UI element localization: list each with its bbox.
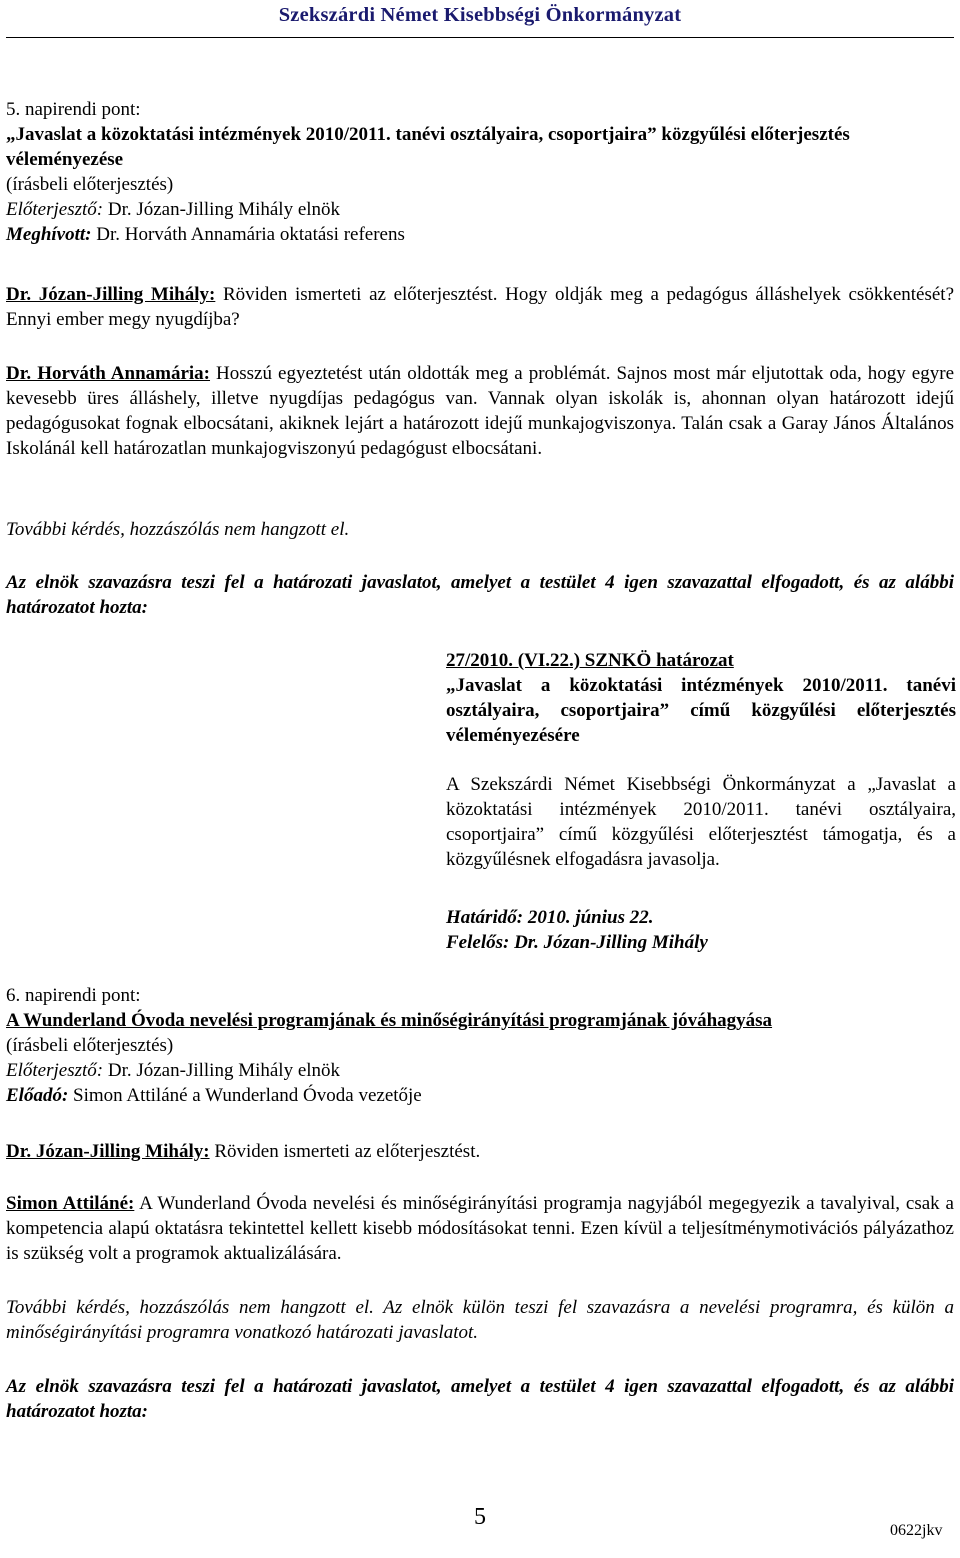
agenda-item-title: „Javaslat a közoktatási intézmények 2010/2011. tanévi osztályaira, csoportjaira” közgyűlési előterjesztés véleményezése <box>6 124 850 170</box>
decision-number: 27/2010. (VI.22.) SZNKÖ határozat <box>446 650 734 671</box>
responsible-line <box>446 930 956 955</box>
presenter-line <box>6 197 954 222</box>
deadline-label: Határidő: <box>446 907 524 928</box>
speaker-name: Dr. Horváth Annamária: <box>6 363 211 384</box>
written-note: (írásbeli előterjesztés) <box>6 174 174 195</box>
speech-text: Röviden ismerteti az előterjesztést. Hogy oldják meg a pedagógus álláshelyek csökkentését? Ennyi ember megy nyugdíjba? <box>6 284 955 330</box>
written-note: (írásbeli előterjesztés) <box>6 1035 174 1056</box>
agenda-item-label: 5. napirendi pont: <box>6 99 141 120</box>
decision-meta <box>446 905 956 955</box>
speech-paragraph <box>6 361 954 461</box>
decision-title: „Javaslat a közoktatási intézmények 2010/2011. tanévi osztályaira, csoportjaira” című közgyűlési előterjesztés véleményezésére <box>446 675 956 746</box>
speech-text: Röviden ismerteti az előterjesztést. <box>209 1141 481 1162</box>
presenter-name: Dr. Józan-Jilling Mihály elnök <box>103 1060 341 1081</box>
invited-label: Meghívott: <box>6 224 92 245</box>
speaker-name: Dr. Józan-Jilling Mihály: <box>6 284 216 305</box>
speaker-line <box>6 1083 954 1108</box>
invited-line <box>6 222 954 247</box>
agenda-item-6 <box>6 983 954 1108</box>
no-more-comments: További kérdés, hozzászólás nem hangzott el. Az elnök külön teszi fel szavazásra a nevelési programra, és külön a minőségirányítási programra vonatkozó határozati javaslatot. <box>6 1297 954 1343</box>
speech-paragraph <box>6 282 954 332</box>
agenda-item-title: A Wunderland Óvoda nevelési programjának és minőségirányítási programjának jóváhagyása <box>6 1010 773 1031</box>
vote-statement: Az elnök szavazásra teszi fel a határozati javaslatot, amelyet a testület 4 igen szavazattal elfogadott, és az alábbi határozatot hozta: <box>6 572 954 618</box>
speaker-label: Előadó: <box>6 1085 69 1106</box>
presenter-label: Előterjesztő: <box>6 1060 104 1081</box>
decision-body: A Szekszárdi Német Kisebbségi Önkormányzat a „Javaslat a közoktatási intézmények 2010/2011. tanévi osztályaira, csoportjaira” című közgyűlési előterjesztést támogatja, és a közgyűlésnek elfogadásra javasolja. <box>446 774 956 870</box>
decision-block <box>446 648 956 748</box>
page-header-title: Szekszárdi Német Kisebbségi Önkormányzat <box>278 4 682 26</box>
agenda-item-label: 6. napirendi pont: <box>6 985 141 1006</box>
speech-paragraph <box>6 1139 954 1164</box>
document-code: 0622jkv <box>890 1522 943 1539</box>
presenter-line <box>6 1058 954 1083</box>
responsible-label: Felelős: <box>446 932 510 953</box>
speech-text: A Wunderland Óvoda nevelési és minőségirányítási programja nagyjából megegyezik a tavalyival, csak a kompetencia alapú oktatásra tekintettel kellett kisebb módosításokat tenni. Ezen kívül a teljesítménymotivációs pályázathoz is szükség volt a programok aktualizálására. <box>6 1193 954 1264</box>
speaker-name: Dr. Józan-Jilling Mihály: <box>6 1141 210 1162</box>
vote-statement: Az elnök szavazásra teszi fel a határozati javaslatot, amelyet a testület 4 igen szavazattal elfogadott, és az alábbi határozatot hozta: <box>6 1376 954 1422</box>
speech-paragraph <box>6 1191 954 1266</box>
presenter-name: Dr. Józan-Jilling Mihály elnök <box>103 199 341 220</box>
speaker-name: Simon Attiláné: <box>6 1193 135 1214</box>
speaker-value: Simon Attiláné a Wunderland Óvoda vezetője <box>68 1085 422 1106</box>
invited-name: Dr. Horváth Annamária oktatási referens <box>91 224 405 245</box>
agenda-item-5 <box>6 97 954 247</box>
page-number: 5 <box>474 1504 486 1530</box>
responsible-value: Dr. Józan-Jilling Mihály <box>509 932 708 953</box>
header-divider <box>6 37 954 38</box>
no-more-comments: További kérdés, hozzászólás nem hangzott el. <box>6 519 350 540</box>
speech-text: Hosszú egyeztetést után oldották meg a problémát. Sajnos most már eljutottak oda, hogy egyre kevesebb üres álláshely, illetve nyugdíjas pedagógus van. Vannak olyan iskolák is, ahonnan olyan határozott idejű pedagógusokat fognak elbocsátani, akiknek lejárt a határozott idejű munkajogviszonya. Talán csak a Garay János Általános Iskolánál kell határozatlan munkajogviszonyú pedagógust elbocsátani. <box>6 363 954 459</box>
deadline-line <box>446 905 956 930</box>
presenter-label: Előterjesztő: <box>6 199 104 220</box>
deadline-value: 2010. június 22. <box>523 907 654 928</box>
